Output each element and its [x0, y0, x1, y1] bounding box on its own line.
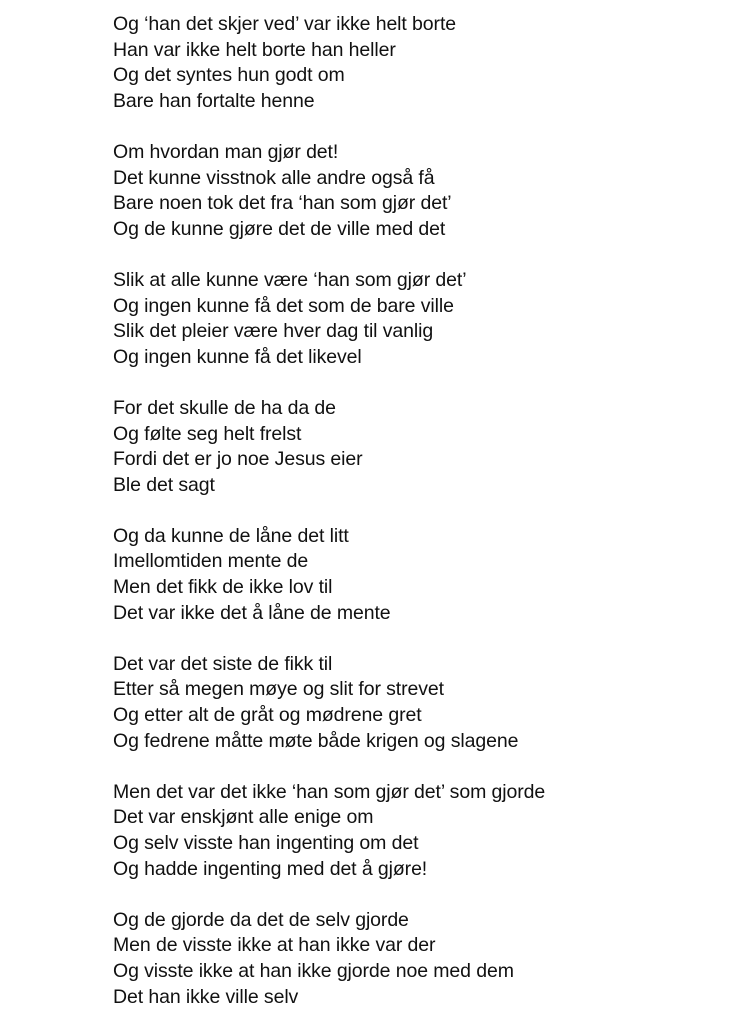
poem-line: Og følte seg helt frelst [113, 422, 302, 445]
poem-line: Det var ikke det å låne de mente [113, 601, 391, 624]
poem-line: Og visste ikke at han ikke gjorde noe med dem [113, 959, 514, 982]
poem-line: Og etter alt de gråt og mødrene gret [113, 704, 422, 727]
poem-line: Men det fikk de ikke lov til [113, 576, 333, 599]
poem-line: Det han ikke ville selv [113, 985, 299, 1008]
stanza-1 [113, 12, 723, 114]
poem-line: Og de gjorde da det de selv gjorde [113, 908, 409, 931]
poem-line: Og ingen kunne få det som de bare ville [113, 294, 454, 317]
stanza-6 [113, 652, 723, 754]
stanza-3 [113, 268, 723, 370]
stanza-5 [113, 524, 723, 626]
poem-line: Og selv visste han ingenting om det [113, 832, 419, 854]
poem-line: Slik at alle kunne være ‘han som gjør det’ [113, 268, 467, 291]
stanza-7 [113, 780, 723, 882]
poem-line: For det skulle de ha da de [113, 396, 336, 419]
poem-line: Og ingen kunne få det likevel [113, 345, 362, 368]
poem-line: Imellomtiden mente de [113, 550, 309, 573]
poem-line: Det var det siste de fikk til [113, 652, 333, 675]
poem-line: Og det syntes hun godt om [113, 64, 345, 87]
poem-line: Han var ikke helt borte han heller [113, 38, 396, 61]
poem-line: Det kunne visstnok alle andre også få [113, 166, 435, 189]
poem-line: Bare han fortalte henne [113, 89, 315, 112]
stanza-8 [113, 908, 723, 1010]
poem-line: Ble det sagt [113, 473, 215, 496]
poem-line: Om hvordan man gjør det! [113, 140, 339, 163]
stanza-4 [113, 396, 723, 498]
poem-text [113, 12, 723, 1010]
poem-line: Og fedrene måtte møte både krigen og slagene [113, 729, 519, 752]
poem-line: Men det var det ikke ‘han som gjør det’ som gjorde [113, 780, 546, 803]
poem-line: Bare noen tok det fra ‘han som gjør det’ [113, 192, 452, 215]
poem-line: Og hadde ingenting med det å gjøre! [113, 857, 428, 880]
poem-line: Men de visste ikke at han ikke var der [113, 934, 436, 957]
poem-line: Det var enskjønt alle enige om [113, 806, 374, 829]
poem-line: Og da kunne de låne det litt [113, 524, 349, 547]
stanza-2 [113, 140, 723, 242]
poem-line: Fordi det er jo noe Jesus eier [113, 448, 363, 471]
poem-line: Etter så megen møye og slit for strevet [113, 678, 444, 701]
poem-line: Og ‘han det skjer ved’ var ikke helt borte [113, 13, 457, 35]
poem-line: Og de kunne gjøre det de ville med det [113, 217, 446, 240]
poem-line: Slik det pleier være hver dag til vanlig [113, 320, 434, 343]
